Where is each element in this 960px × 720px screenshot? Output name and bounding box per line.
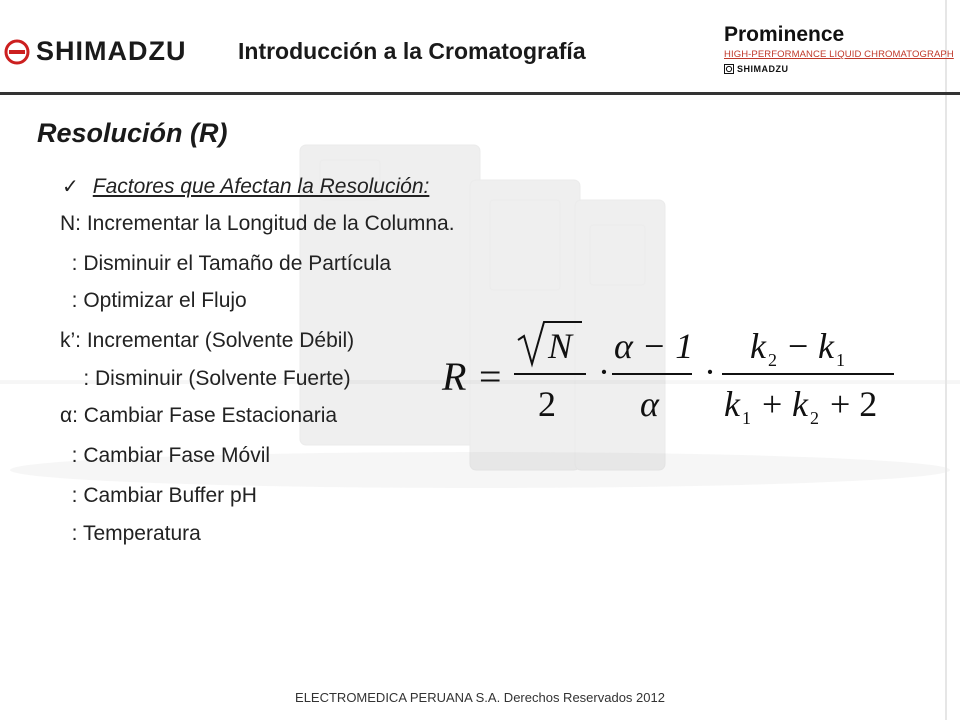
right-edge-rule	[945, 0, 947, 720]
formula-num3-b-sub: 1	[836, 350, 845, 370]
formula-den3-a-sub: 1	[742, 408, 751, 428]
brand-mini-text: SHIMADZU	[737, 64, 789, 74]
formula-dot: ·	[704, 352, 716, 392]
formula-num3-a: k	[750, 326, 766, 366]
factor-line: : Cambiar Buffer pH	[60, 484, 257, 507]
formula-den3-b: k	[792, 384, 808, 424]
factor-line: : Optimizar el Flujo	[60, 289, 247, 312]
formula-den3-plus1: +	[762, 384, 783, 424]
brand-name: Prominence	[724, 23, 845, 46]
shimadzu-logo-mark-icon	[4, 39, 30, 65]
shimadzu-logo	[4, 36, 187, 67]
formula-num3-op: −	[788, 326, 809, 366]
subheading-row	[62, 175, 429, 199]
formula-denom2: α	[640, 384, 659, 424]
resolution-formula	[432, 318, 902, 428]
brand-mini-logo	[724, 64, 954, 74]
factor-line: : Cambiar Fase Móvil	[60, 444, 271, 467]
header-divider	[0, 92, 960, 95]
footer-copyright: ELECTROMEDICA PERUANA S.A. Derechos Reservados 2012	[295, 690, 665, 705]
factor-line: α: Cambiar Fase Estacionaria	[60, 404, 338, 427]
formula-denom1: 2	[538, 384, 556, 424]
slide-title: Resolución (R)	[37, 118, 228, 148]
formula-lhs: R =	[442, 354, 504, 399]
factor-line: N: Incrementar la Longitud de la Columna.	[60, 212, 455, 235]
formula-dot: ·	[598, 352, 610, 392]
prominence-brand-block	[724, 24, 954, 74]
subheading: Factores que Afectan la Resolución:	[92, 175, 430, 198]
brand-tagline: HIGH-PERFORMANCE LIQUID CHROMATOGRAPH	[724, 49, 954, 60]
formula-num3-b: k	[818, 326, 834, 366]
factor-line: : Disminuir (Solvente Fuerte)	[60, 367, 351, 390]
factor-line: k’: Incrementar (Solvente Débil)	[60, 329, 355, 352]
slide-header	[0, 0, 960, 96]
deck-title: Introducción a la Cromatografía	[238, 38, 586, 64]
formula-den3-plus2: + 2	[830, 384, 878, 424]
shimadzu-mini-mark-icon	[724, 64, 734, 74]
checkmark-icon: ✓	[62, 176, 79, 198]
factor-line: : Disminuir el Tamaño de Partícula	[60, 252, 392, 275]
formula-sqrt-arg: N	[548, 326, 573, 366]
formula-den3-b-sub: 2	[810, 408, 819, 428]
factor-line: : Temperatura	[60, 522, 201, 545]
logo-text: SHIMADZU	[36, 36, 187, 66]
formula-den3-a: k	[724, 384, 740, 424]
formula-num3-a-sub: 2	[768, 350, 777, 370]
formula-num2: α − 1	[614, 326, 694, 366]
